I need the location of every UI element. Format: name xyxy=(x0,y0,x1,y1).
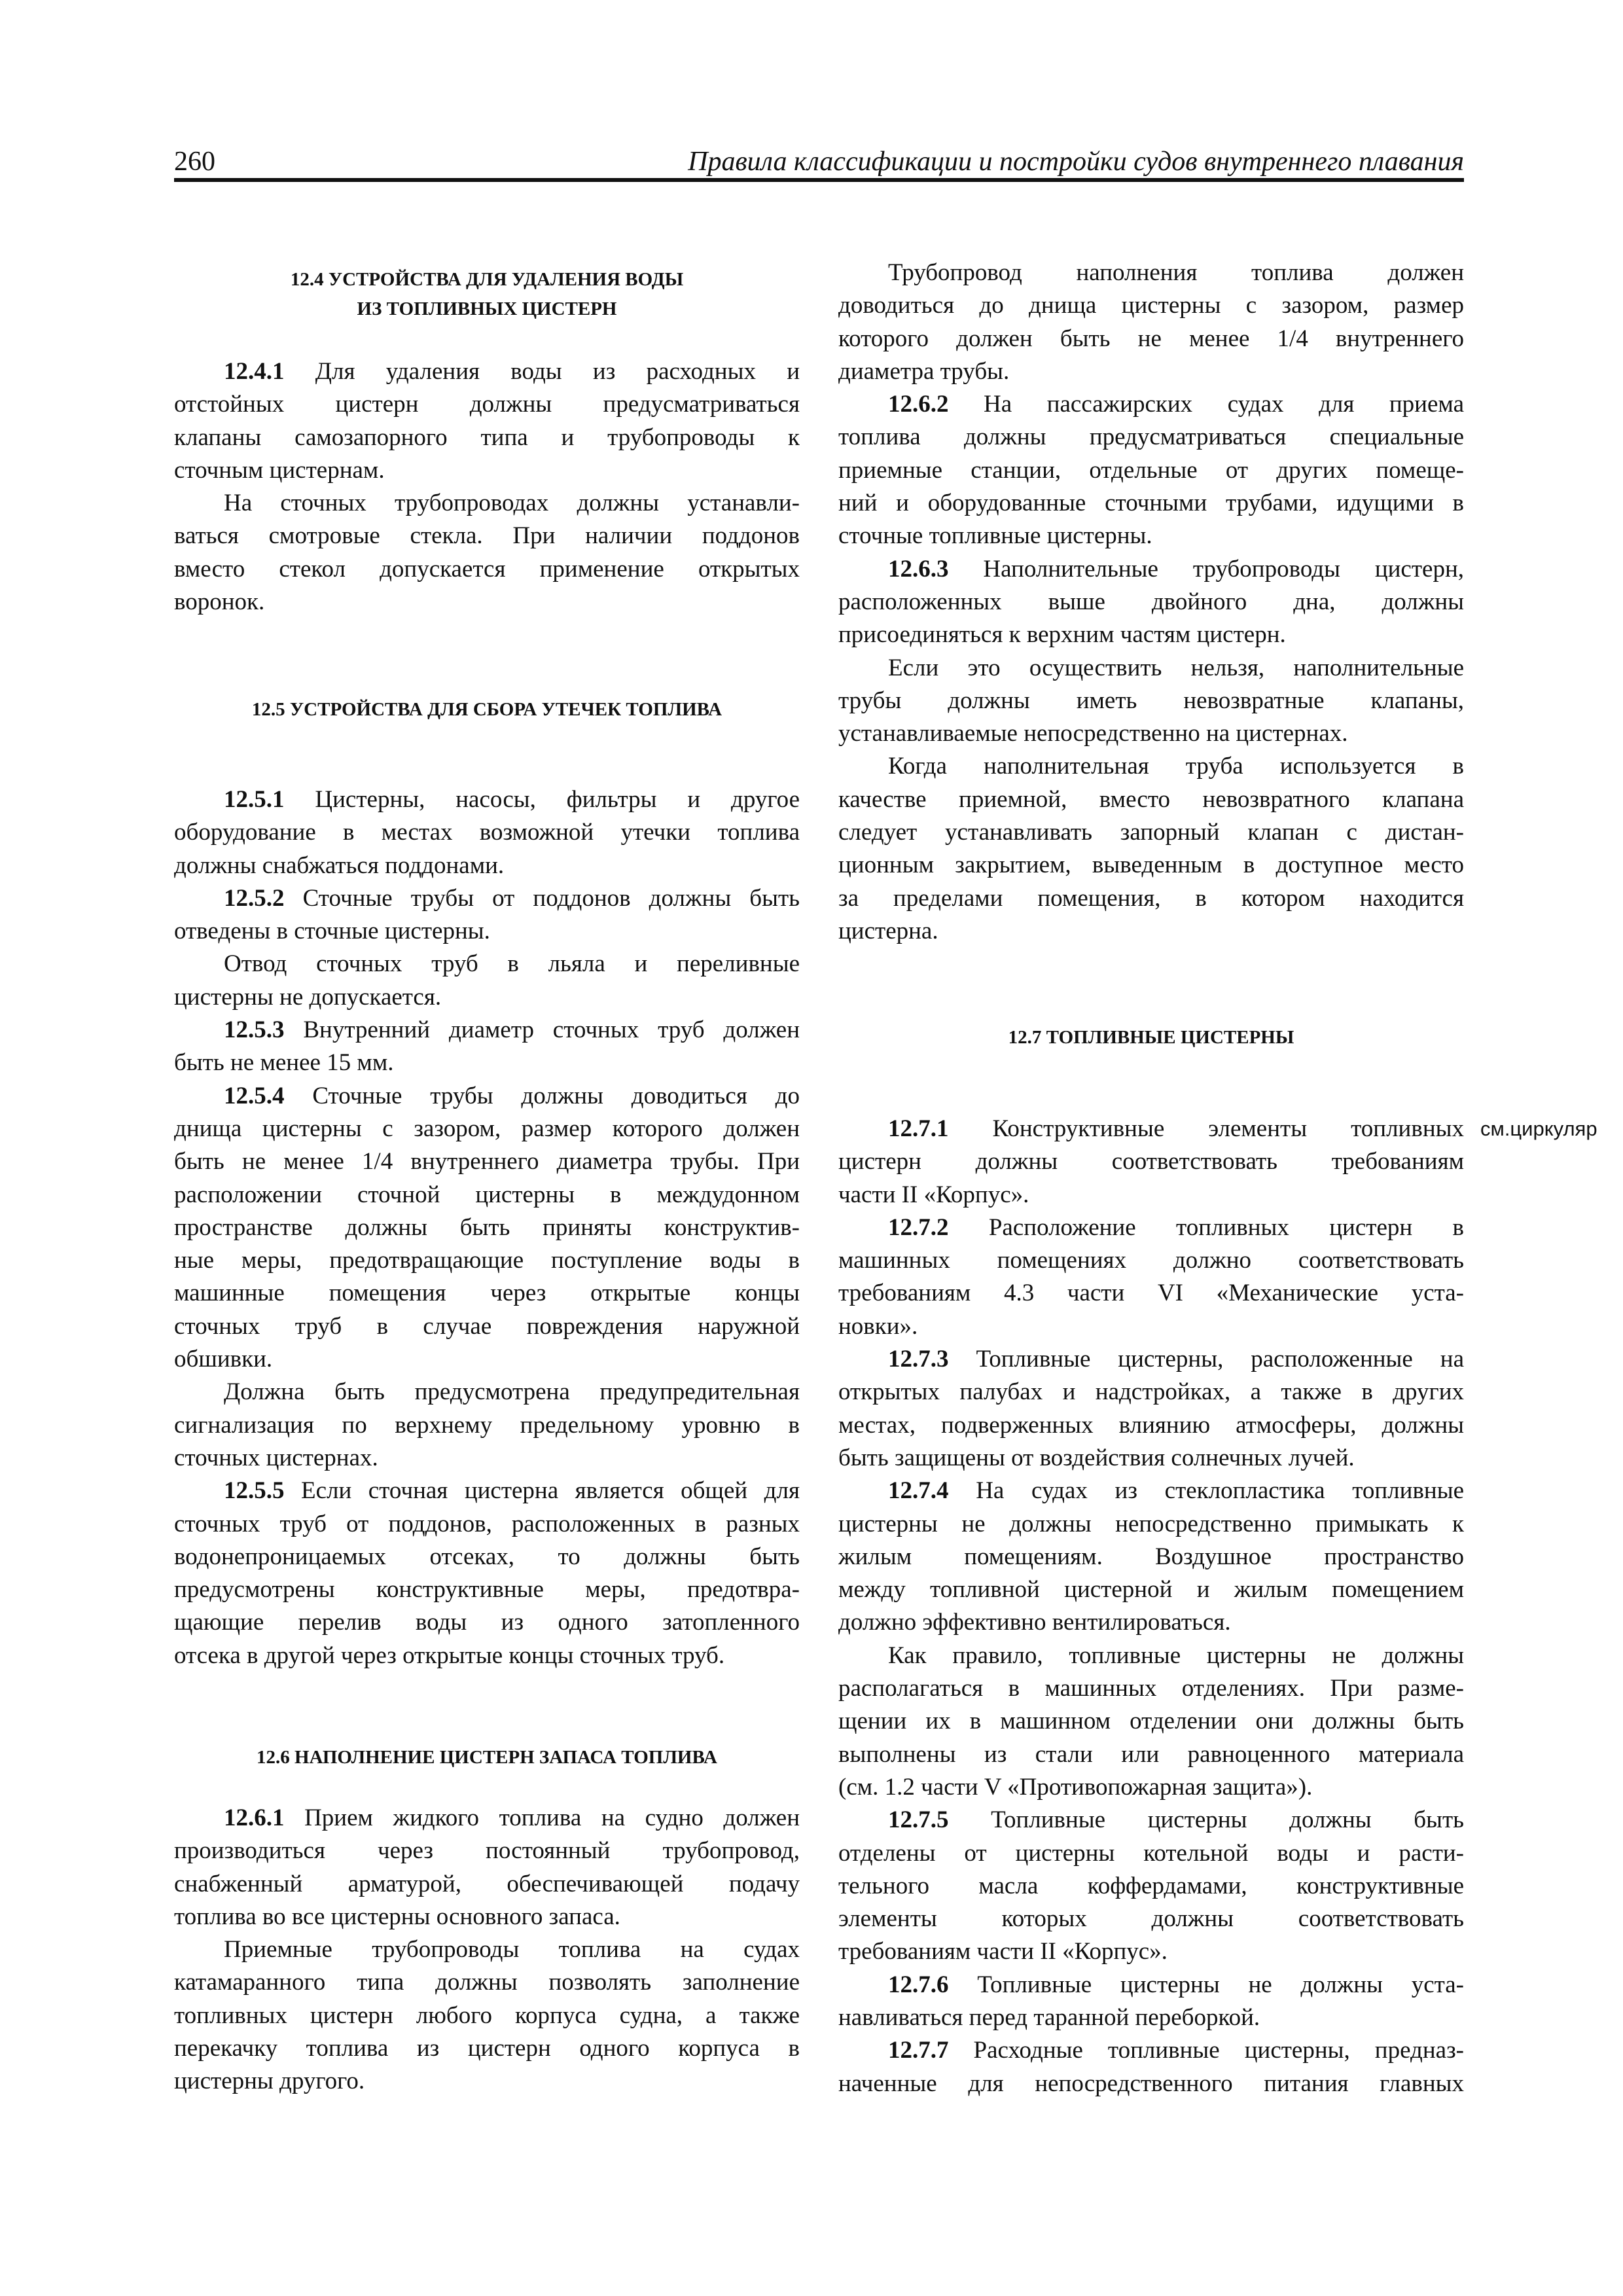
clause-number: 12.5.3 xyxy=(224,1016,285,1044)
line-text: предусмотрены конструктивные меры, предотвра- xyxy=(174,1576,800,1604)
line-text: обшивки. xyxy=(174,1346,273,1373)
text-line xyxy=(838,1969,1464,2001)
text-line xyxy=(174,1868,800,1901)
paragraph xyxy=(838,257,1464,388)
line-text: части II «Корпус». xyxy=(838,1181,1029,1208)
line-text: Расходные топливные цистерны, предназ- xyxy=(973,2037,1465,2064)
text-line xyxy=(838,487,1464,520)
line-text: приемные станции, отдельные от других помеще- xyxy=(838,456,1464,484)
line-text: цистерны не допускается. xyxy=(174,983,442,1011)
text-line xyxy=(838,816,1464,849)
line-text: Приемные трубопроводы топлива на судах xyxy=(224,1936,800,1964)
line-text: качестве приемной, вместо невозвратного клапана xyxy=(838,785,1464,813)
line-text: тельного масла коффердамами, конструктивные xyxy=(838,1872,1464,1899)
text-line xyxy=(174,1014,800,1047)
line-text: На пассажирских судах для приема xyxy=(984,391,1464,418)
text-line xyxy=(838,1935,1464,1968)
paragraph xyxy=(174,783,800,882)
clause-number: 12.5.4 xyxy=(224,1082,285,1109)
paragraph xyxy=(174,948,800,1014)
text-line xyxy=(174,915,800,948)
text-line xyxy=(838,750,1464,783)
line-text: Если сточная цистерна является общей для xyxy=(301,1477,800,1505)
text-line xyxy=(174,1508,800,1541)
text-line xyxy=(174,1244,800,1277)
line-text: снабженный арматурой, обеспечивающей подачу xyxy=(174,1870,800,1897)
section-12-4-text xyxy=(174,355,800,619)
line-text: ционным закрытием, выведенным в доступное место xyxy=(838,852,1464,879)
paragraph xyxy=(838,1211,1464,1343)
line-text: за пределами помещения, в котором находится xyxy=(838,884,1464,912)
text-line xyxy=(174,1179,800,1211)
paragraph xyxy=(838,652,1464,751)
line-text: диаметра трубы. xyxy=(838,357,1010,385)
text-line xyxy=(838,1640,1464,1672)
text-line xyxy=(838,915,1464,948)
section-heading-12-5 xyxy=(174,695,800,725)
clause-number: 12.4.1 xyxy=(224,358,285,385)
text-line xyxy=(174,520,800,552)
text-line xyxy=(174,1310,800,1343)
line-text: перекачку топлива из цистерн одного корпуса в xyxy=(174,2035,800,2062)
paragraph xyxy=(838,750,1464,948)
line-text: сточных труб в случае повреждения наружной xyxy=(174,1312,800,1340)
line-text: Топливные цистерны, расположенные на xyxy=(976,1346,1464,1373)
paragraph xyxy=(838,553,1464,652)
text-line xyxy=(174,981,800,1014)
paragraph xyxy=(174,1376,800,1475)
text-line xyxy=(174,1573,800,1606)
text-line xyxy=(838,2068,1464,2100)
line-text: Сточные трубы от поддонов должны быть xyxy=(302,884,800,912)
text-line xyxy=(838,553,1464,586)
line-text: Конструктивные элементы топливных xyxy=(992,1115,1464,1142)
section-12-5-text xyxy=(174,783,800,1672)
text-line xyxy=(174,1541,800,1573)
clause-number: 12.7.1 xyxy=(888,1115,949,1142)
section-12-6-text xyxy=(174,1802,800,2098)
text-line xyxy=(838,2001,1464,2034)
line-text: ваться смотровые стекла. При наличии поддонов xyxy=(174,522,800,550)
text-line xyxy=(174,1113,800,1145)
text-line xyxy=(838,1771,1464,1804)
line-text: Трубопровод наполнения топлива должен xyxy=(888,259,1464,286)
line-text: наченные для непосредственного питания главных xyxy=(838,2070,1464,2097)
line-text: выполнены из стали или равноценного материала xyxy=(838,1740,1464,1768)
line-text: Внутренний диаметр сточных труб должен xyxy=(303,1016,800,1044)
paragraph xyxy=(174,1802,800,1933)
text-line xyxy=(838,1705,1464,1738)
heading-line: 12.4 УСТРОЙСТВА ДЛЯ УДАЛЕНИЯ ВОДЫ xyxy=(290,269,684,290)
text-line xyxy=(174,1475,800,1507)
text-line xyxy=(838,1442,1464,1475)
text-line xyxy=(174,850,800,882)
line-text: жилым помещениям. Воздушное пространство xyxy=(838,1543,1464,1570)
clause-number: 12.6.1 xyxy=(224,1804,285,1831)
line-text: доводиться до днища цистерны с зазором, размер xyxy=(838,292,1464,319)
line-text: цистерны не должны непосредственно примыкать к xyxy=(838,1510,1464,1537)
text-line xyxy=(838,1508,1464,1541)
line-text: На сточных трубопроводах должны устанавли- xyxy=(224,490,800,517)
line-text: местах, подверженных влиянию атмосферы, должны xyxy=(838,1411,1464,1439)
text-line xyxy=(838,1409,1464,1442)
text-line xyxy=(174,1211,800,1244)
text-line xyxy=(838,257,1464,289)
line-text: отсека в другой через открытые концы сточных труб. xyxy=(174,1641,725,1669)
line-text: ные меры, предотвращающие поступление воды в xyxy=(174,1247,800,1274)
text-line xyxy=(174,422,800,454)
line-text: трубы должны иметь невозвратные клапаны, xyxy=(838,687,1464,714)
line-text: сточные топливные цистерны. xyxy=(838,522,1152,550)
line-text: устанавливаемые непосредственно на цистернах. xyxy=(838,720,1348,747)
paragraph xyxy=(174,487,800,619)
paragraph xyxy=(174,355,800,487)
heading-line: ИЗ ТОПЛИВНЫХ ЦИСТЕРН xyxy=(357,298,617,319)
text-line xyxy=(174,816,800,849)
text-line xyxy=(838,882,1464,915)
line-text: навливаться перед таранной переборкой. xyxy=(838,2004,1260,2032)
line-text: новки». xyxy=(838,1312,918,1340)
line-text: цистерна. xyxy=(838,917,938,944)
line-text: сточных цистернах. xyxy=(174,1444,378,1471)
line-text: присоединяться к верхним частям цистерн. xyxy=(838,621,1286,649)
text-line xyxy=(838,1211,1464,1244)
text-line xyxy=(174,1277,800,1310)
line-text: должны снабжаться поддонами. xyxy=(174,852,505,879)
text-line xyxy=(838,289,1464,322)
text-line xyxy=(174,2000,800,2032)
line-text: щении их в машинном отделении они должны быть xyxy=(838,1708,1464,1735)
text-line xyxy=(838,388,1464,421)
header-rule xyxy=(174,178,1464,182)
text-line xyxy=(174,388,800,421)
line-text: катамаранного типа должны позволять заполнение xyxy=(174,1969,800,1996)
margin-note-circular: см.циркуляр xyxy=(1480,1117,1597,1140)
text-line xyxy=(838,1837,1464,1870)
text-line xyxy=(838,1870,1464,1903)
text-line xyxy=(174,1343,800,1376)
line-text: сточных труб от поддонов, расположенных в разных xyxy=(174,1510,800,1537)
paragraph xyxy=(838,388,1464,552)
text-line xyxy=(174,586,800,619)
text-line xyxy=(838,454,1464,487)
text-line xyxy=(838,685,1464,717)
line-text: щающие перелив воды из одного затопленного xyxy=(174,1609,800,1636)
line-text: вместо стекол допускается применение открытых xyxy=(174,555,800,583)
text-line xyxy=(838,1179,1464,1211)
text-line xyxy=(174,2065,800,2098)
text-line xyxy=(838,1310,1464,1343)
section-heading-12-7 xyxy=(838,1023,1464,1052)
section-12-6-continued-text xyxy=(838,257,1464,948)
text-line xyxy=(174,1606,800,1639)
text-line xyxy=(174,1409,800,1442)
line-text: следует устанавливать запорный клапан с дистан- xyxy=(838,819,1464,846)
text-line xyxy=(838,1277,1464,1310)
text-line xyxy=(174,1835,800,1867)
text-line xyxy=(174,454,800,487)
page-number: 260 xyxy=(174,147,215,177)
line-text: которого должен быть не менее 1/4 внутреннего xyxy=(838,325,1464,352)
line-text: цистерны другого. xyxy=(174,2068,365,2095)
heading-line: 12.7 ТОПЛИВНЫЕ ЦИСТЕРНЫ xyxy=(1008,1027,1294,1048)
text-line xyxy=(838,355,1464,388)
line-text: цистерн должны соответствовать требованиям xyxy=(838,1148,1464,1175)
section-heading-12-6 xyxy=(174,1743,800,1772)
text-line xyxy=(838,586,1464,619)
line-text: топливных цистерн любого корпуса судна, а также xyxy=(174,2001,800,2029)
text-line xyxy=(174,948,800,980)
line-text: На судах из стеклопластика топливные xyxy=(976,1477,1464,1505)
line-text: воронок. xyxy=(174,588,265,616)
text-line xyxy=(174,2032,800,2065)
paragraph xyxy=(174,1014,800,1080)
clause-number: 12.6.2 xyxy=(888,391,949,418)
line-text: Расположение топливных цистерн в xyxy=(988,1213,1464,1241)
paragraph xyxy=(174,882,800,948)
line-text: машинных помещениях должно соответствовать xyxy=(838,1247,1464,1274)
line-text: Когда наполнительная труба используется в xyxy=(888,753,1464,780)
clause-number: 12.5.2 xyxy=(224,884,285,912)
line-text: Если это осуществить нельзя, наполнительные xyxy=(888,654,1464,681)
line-text: ний и оборудованные сточными трубами, идущими в xyxy=(838,490,1464,517)
clause-number: 12.7.4 xyxy=(888,1477,949,1505)
line-text: быть не менее 15 мм. xyxy=(174,1049,394,1077)
paragraph xyxy=(838,1640,1464,1804)
text-line xyxy=(174,1933,800,1966)
text-line xyxy=(838,849,1464,882)
line-text: Должна быть предусмотрена предупредительная xyxy=(224,1378,800,1406)
paragraph xyxy=(838,2034,1464,2100)
text-line xyxy=(174,1966,800,1999)
line-text: оборудование в местах возможной утечки топлива xyxy=(174,819,800,846)
paragraph xyxy=(838,1475,1464,1639)
text-line xyxy=(174,1047,800,1079)
line-text: топлива во все цистерны основного запаса. xyxy=(174,1903,620,1930)
text-line xyxy=(174,882,800,915)
text-line xyxy=(838,652,1464,685)
text-line xyxy=(838,520,1464,552)
text-line xyxy=(838,1738,1464,1771)
text-line xyxy=(838,1804,1464,1837)
text-line xyxy=(174,1145,800,1178)
text-line xyxy=(838,783,1464,816)
paragraph xyxy=(174,1933,800,2098)
section-heading-12-4 xyxy=(174,265,800,324)
line-text: Цистерны, насосы, фильтры и другое xyxy=(315,786,800,813)
line-text: между топливной цистерной и жилым помещением xyxy=(838,1576,1464,1604)
clause-number: 12.5.1 xyxy=(224,786,285,813)
paragraph xyxy=(838,1113,1464,1211)
line-text: Топливные цистерны не должны уста- xyxy=(977,1971,1464,1998)
line-text: элементы которых должны соответствовать xyxy=(838,1905,1464,1933)
text-line xyxy=(838,1475,1464,1507)
text-line xyxy=(838,2034,1464,2067)
text-line xyxy=(174,1640,800,1672)
line-text: клапаны самозапорного типа и трубопроводы к xyxy=(174,423,800,451)
line-text: отделены от цистерны котельной воды и расти- xyxy=(838,1839,1464,1867)
clause-number: 12.7.6 xyxy=(888,1971,949,1998)
heading-line: 12.5 УСТРОЙСТВА ДЛЯ СБОРА УТЕЧЕК ТОПЛИВА xyxy=(251,699,722,720)
text-line xyxy=(838,1606,1464,1639)
text-line xyxy=(174,355,800,388)
line-text: Прием жидкого топлива на судно должен xyxy=(304,1804,800,1831)
text-line xyxy=(174,783,800,816)
line-text: отведены в сточные цистерны. xyxy=(174,918,490,945)
text-line xyxy=(838,1376,1464,1408)
paragraph xyxy=(838,1969,1464,2035)
line-text: требованиям части II «Корпус». xyxy=(838,1938,1168,1965)
line-text: расположении сточной цистерны в междудонном xyxy=(174,1181,800,1208)
text-line xyxy=(838,619,1464,651)
text-line xyxy=(838,1244,1464,1277)
line-text: сигнализация по верхнему предельному уровню в xyxy=(174,1411,800,1439)
line-text: Для удаления воды из расходных и xyxy=(315,358,800,385)
line-text: Топливные цистерны должны быть xyxy=(991,1806,1465,1834)
line-text: производиться через постоянный трубопровод, xyxy=(174,1837,800,1865)
line-text: должно эффективно вентилироваться. xyxy=(838,1609,1231,1636)
text-line xyxy=(838,1343,1464,1376)
line-text: пространстве должны быть приняты конструктив- xyxy=(174,1213,800,1241)
paragraph xyxy=(838,1804,1464,1968)
line-text: Отвод сточных труб в льяла и переливные xyxy=(224,950,800,978)
clause-number: 12.7.2 xyxy=(888,1213,949,1241)
line-text: располагаться в машинных отделениях. При разме- xyxy=(838,1675,1464,1702)
line-text: отстойных цистерн должны предусматриваться xyxy=(174,391,800,418)
line-text: открытых палубах и надстройках, а также в других xyxy=(838,1378,1464,1406)
paragraph xyxy=(838,1343,1464,1475)
line-text: быть защищены от воздействия солнечных лучей. xyxy=(838,1444,1355,1471)
text-line xyxy=(838,323,1464,355)
text-line xyxy=(838,1541,1464,1573)
text-line xyxy=(174,1080,800,1113)
paragraph xyxy=(174,1475,800,1672)
running-header-title: Правила классификации и постройки судов внутреннего плавания xyxy=(688,147,1464,177)
text-line xyxy=(838,1672,1464,1705)
clause-number: 12.5.5 xyxy=(224,1477,285,1505)
clause-number: 12.7.5 xyxy=(888,1806,949,1834)
text-line xyxy=(174,1901,800,1933)
clause-number: 12.6.3 xyxy=(888,555,949,583)
text-line xyxy=(838,421,1464,454)
text-line xyxy=(838,1573,1464,1606)
text-line xyxy=(174,1442,800,1475)
line-text: Сточные трубы должны доводиться до xyxy=(312,1082,800,1109)
text-line xyxy=(838,1903,1464,1935)
line-text: требованиям 4.3 части VI «Механические уста- xyxy=(838,1280,1464,1307)
line-text: сточным цистернам. xyxy=(174,456,385,484)
text-line xyxy=(838,717,1464,750)
clause-number: 12.7.3 xyxy=(888,1346,949,1373)
text-line xyxy=(838,1113,1464,1145)
paragraph xyxy=(174,1080,800,1376)
text-line xyxy=(838,1145,1464,1178)
clause-number: 12.7.7 xyxy=(888,2037,949,2064)
text-line xyxy=(174,1376,800,1408)
line-text: расположенных выше двойного дна, должны xyxy=(838,588,1464,615)
line-text: днища цистерны с зазором, размер которого должен xyxy=(174,1115,800,1142)
line-text: машинные помещения через открытые концы xyxy=(174,1280,800,1307)
line-text: Наполнительные трубопроводы цистерн, xyxy=(983,555,1464,583)
text-line xyxy=(174,553,800,586)
line-text: топлива должны предусматриваться специальные xyxy=(838,423,1464,451)
line-text: (см. 1.2 части V «Противопожарная защита»). xyxy=(838,1773,1313,1801)
line-text: быть не менее 1/4 внутреннего диаметра трубы. При xyxy=(174,1148,800,1175)
heading-line: 12.6 НАПОЛНЕНИЕ ЦИСТЕРН ЗАПАСА ТОПЛИВА xyxy=(257,1747,717,1768)
text-line xyxy=(174,487,800,520)
section-12-7-text xyxy=(838,1113,1464,2100)
line-text: водонепроницаемых отсеках, то должны быть xyxy=(174,1543,800,1570)
line-text: Как правило, топливные цистерны не должны xyxy=(888,1641,1464,1669)
text-line xyxy=(174,1802,800,1835)
